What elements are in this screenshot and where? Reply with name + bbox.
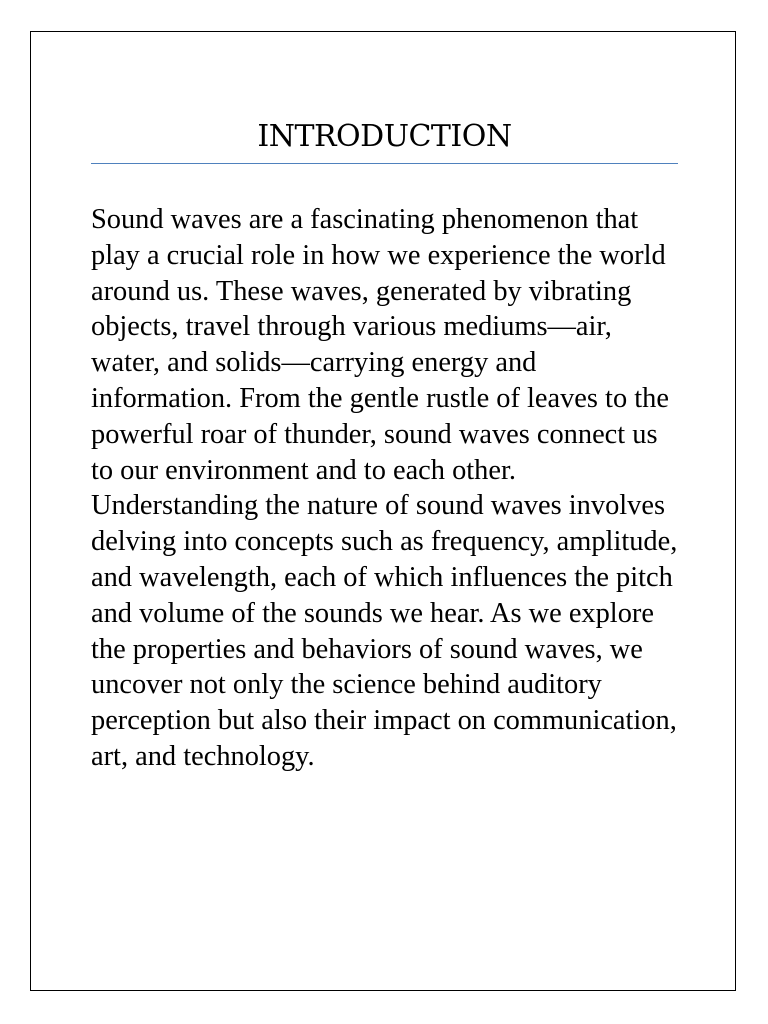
document-page <box>30 31 736 991</box>
body-paragraph: Sound waves are a fascinating phenomenon that play a crucial role in how we experience the world around us. These waves, generated by vibrating objects, travel through various mediums—air, water, and solids—carrying energy and information. From the gentle rustle of leaves to the powerful roar of thunder, sound waves connect us to our environment and to each other. Understanding the nature of sound waves involves delving into concepts such as frequency, amplitude, and wavelength, each of which influences the pitch and volume of the sounds we hear. As we explore the properties and behaviors of sound waves, we uncover not only the science behind auditory perception but also their impact on communication, art, and technology. <box>91 204 678 772</box>
page-title: INTRODUCTION <box>257 119 512 154</box>
heading-block <box>91 120 678 164</box>
